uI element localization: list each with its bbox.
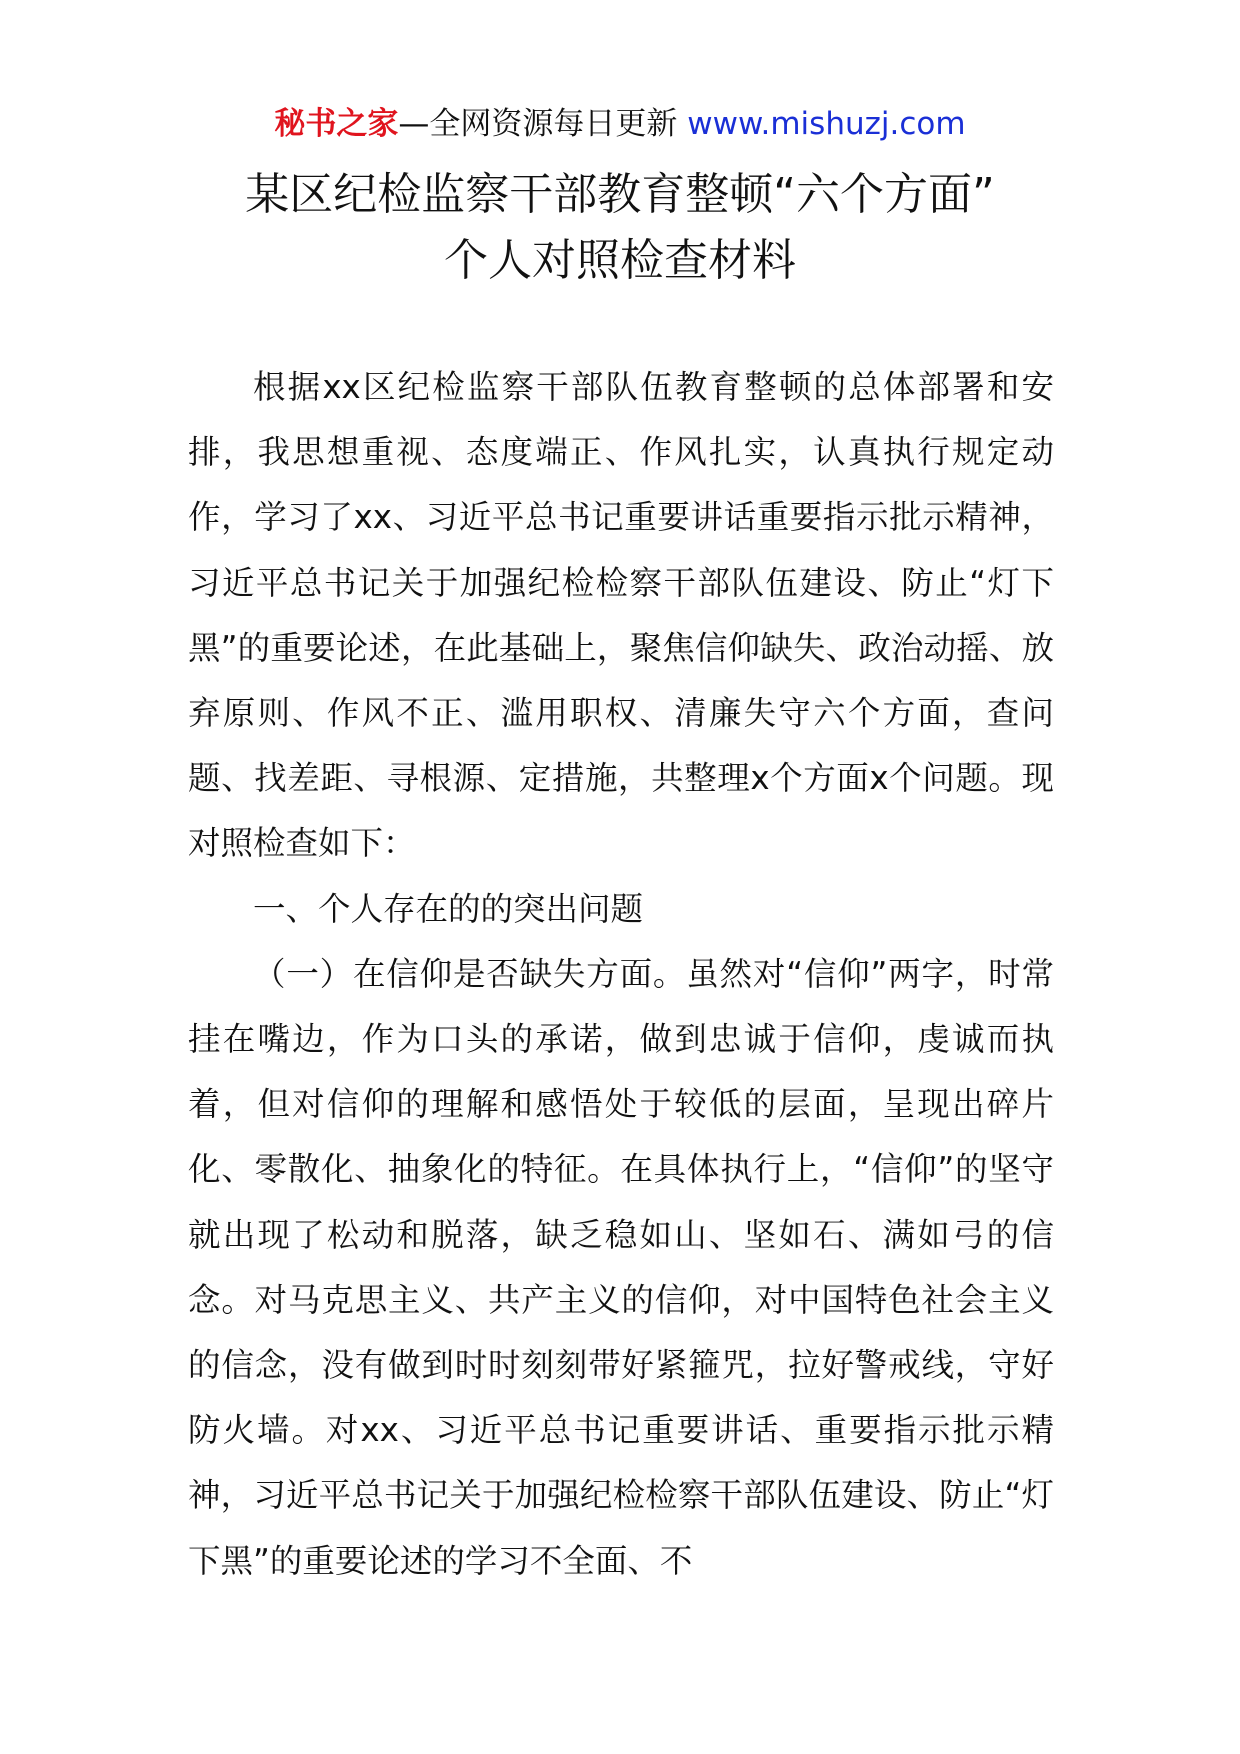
- document-title-line-1: 某区纪检监察干部教育整顿“六个方面”: [245, 169, 995, 220]
- document-title-line-2: 个人对照检查材料: [444, 235, 796, 286]
- intro-paragraph: 根据xx区纪检监察干部队伍教育整顿的总体部署和安排，我思想重视、态度端正、作风扎实，认真执行规定动作，学习了xx、习近平总书记重要讲话重要指示批示精神，习近平总书记关于加强纪检检察干部队伍建设、防止“灯下黑”的重要论述，在此基础上，聚焦信仰缺失、政治动摇、放弃原则、作风不正、滥用职权、清廉失守六个方面，查问题、找差距、寻根源、定措施，共整理x个方面x个问题。现对照检查如下：: [188, 368, 1054, 863]
- site-banner: [0, 102, 1240, 146]
- brand-name: 秘书之家: [274, 106, 399, 142]
- section-heading: 一、个人存在的的突出问题: [253, 889, 644, 928]
- document-body: [188, 355, 1054, 1594]
- section-paragraph: （一）在信仰是否缺失方面。虽然对“信仰”两字，时常挂在嘴边，作为口头的承诺，做到忠诚于信仰，虔诚而执着，但对信仰的理解和感悟处于较低的层面，呈现出碎片化、零散化、抽象化的特征。在具体执行上，“信仰”的坚守就出现了松动和脱落，缺乏稳如山、坚如石、满如弓的信念。对马克思主义、共产主义的信仰，对中国特色社会主义的信念，没有做到时时刻刻带好紧箍咒，拉好警戒线，守好防火墙。对xx、习近平总书记重要讲话、重要指示批示精神，习近平总书记关于加强纪检检察干部队伍建设、防止“灯下黑”的重要论述的学习不全面、不: [188, 954, 1054, 1580]
- site-url[interactable]: www.mishuzj.com: [687, 106, 966, 142]
- banner-tagline: —全网资源每日更新: [398, 106, 678, 142]
